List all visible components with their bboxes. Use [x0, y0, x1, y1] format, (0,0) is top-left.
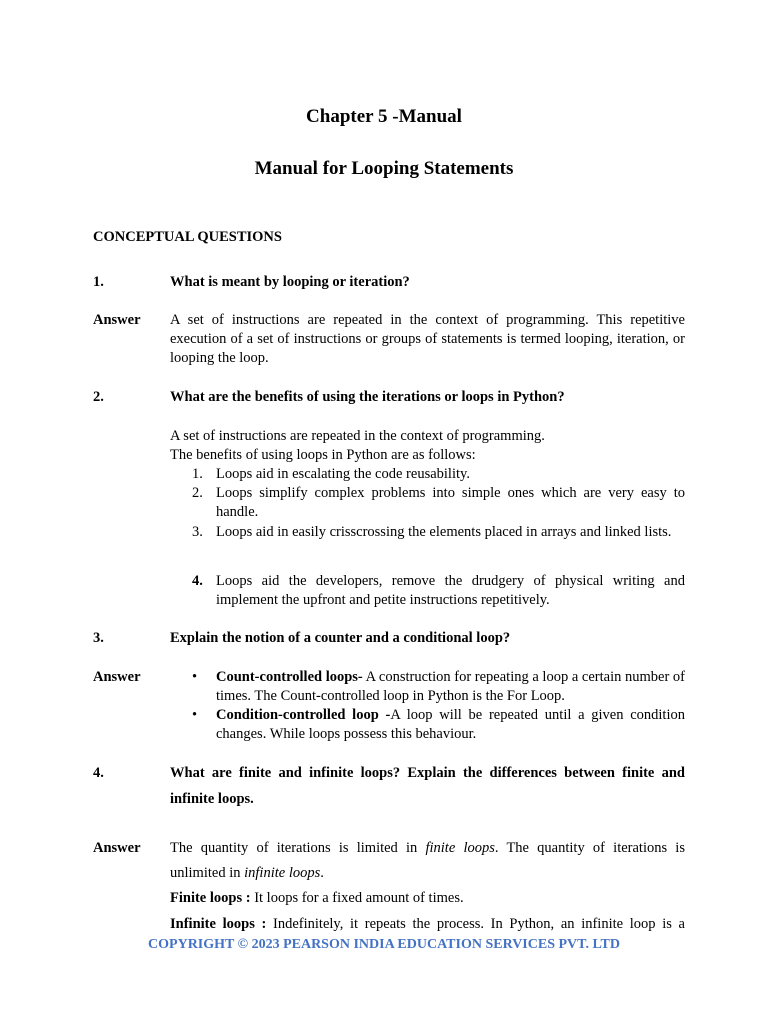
answer-label-4: Answer	[93, 840, 141, 856]
list-marker: 2.	[192, 485, 203, 501]
list-marker: 4.	[192, 573, 203, 589]
answer-4-emphasis: infinite loops	[244, 865, 321, 881]
infinite-loops-term: Infinite loops :	[170, 916, 267, 932]
bullet-term: Count-controlled loops-	[216, 669, 363, 685]
answer-4-text: The quantity of iterations is limited in	[170, 840, 426, 856]
answer-2-intro-2: The benefits of using loops in Python are as follows:	[170, 447, 476, 463]
answer-1: A set of instructions are repeated in the context of programming. This repetitive execution of a set of instructions or groups of statements is termed looping, iteration, or looping the loop.	[170, 312, 685, 366]
list-marker: 3.	[192, 524, 203, 540]
answer-4-text: . The quantity of iterations is	[494, 840, 685, 856]
bullet-icon: •	[192, 669, 198, 685]
chapter-title: Chapter 5 -Manual	[306, 106, 462, 127]
finite-loops-term: Finite loops :	[170, 890, 251, 906]
answer-label-3: Answer	[93, 669, 141, 685]
question-number-2: 2.	[93, 389, 104, 405]
list-marker: 1.	[192, 466, 203, 482]
question-3: Explain the notion of a counter and a conditional loop?	[170, 630, 511, 646]
section-heading: CONCEPTUAL QUESTIONS	[93, 229, 282, 245]
finite-loops-text: It loops for a fixed amount of times.	[250, 890, 464, 906]
question-number-4: 4.	[93, 765, 104, 781]
answer-4-line-1	[170, 839, 685, 858]
bullet-text: A construction for repeating a loop a certain number of times. The Count-controlled loop in Python is the For Loop.	[216, 669, 685, 704]
finite-loops-definition	[170, 889, 685, 908]
list-item-text: Loops aid in easily crisscrossing the elements placed in arrays and linked lists.	[216, 524, 672, 540]
answer-4-text: .	[320, 865, 324, 881]
question-4-line-2: infinite loops.	[170, 791, 254, 807]
answer-4-emphasis: finite loops	[425, 840, 495, 856]
answer-4-line-2	[170, 864, 685, 883]
answer-4-text: unlimited in	[170, 865, 245, 881]
question-1: What is meant by looping or iteration?	[170, 274, 410, 290]
bullet-term: Condition-controlled loop -	[216, 707, 391, 723]
copyright-footer: COPYRIGHT © 2023 PEARSON INDIA EDUCATION SERVICES PVT. LTD	[148, 937, 620, 952]
infinite-loops-text: Indefinitely, it repeats the process. In Python, an infinite loop is a	[266, 916, 685, 932]
list-item-text: Loops aid in escalating the code reusability.	[216, 466, 470, 482]
question-number-3: 3.	[93, 630, 104, 646]
infinite-loops-definition	[170, 915, 685, 934]
bullet-text: A loop will be repeated until a given condition changes. While loops possess this behaviour.	[216, 707, 685, 742]
answer-2-intro-1: A set of instructions are repeated in the context of programming.	[170, 428, 545, 444]
answer-label-1: Answer	[93, 312, 141, 328]
question-number-1: 1.	[93, 274, 104, 290]
list-item-text: Loops aid the developers, remove the drudgery of physical writing and implement the upfront and petite instructions repetitively.	[216, 573, 685, 608]
list-item-text: Loops simplify complex problems into simple ones which are very easy to handle.	[216, 485, 685, 520]
question-4-line-1: What are finite and infinite loops? Explain the differences between finite and	[170, 765, 685, 781]
bullet-icon: •	[192, 707, 198, 723]
manual-title: Manual for Looping Statements	[254, 158, 514, 179]
question-2: What are the benefits of using the iterations or loops in Python?	[170, 389, 565, 405]
